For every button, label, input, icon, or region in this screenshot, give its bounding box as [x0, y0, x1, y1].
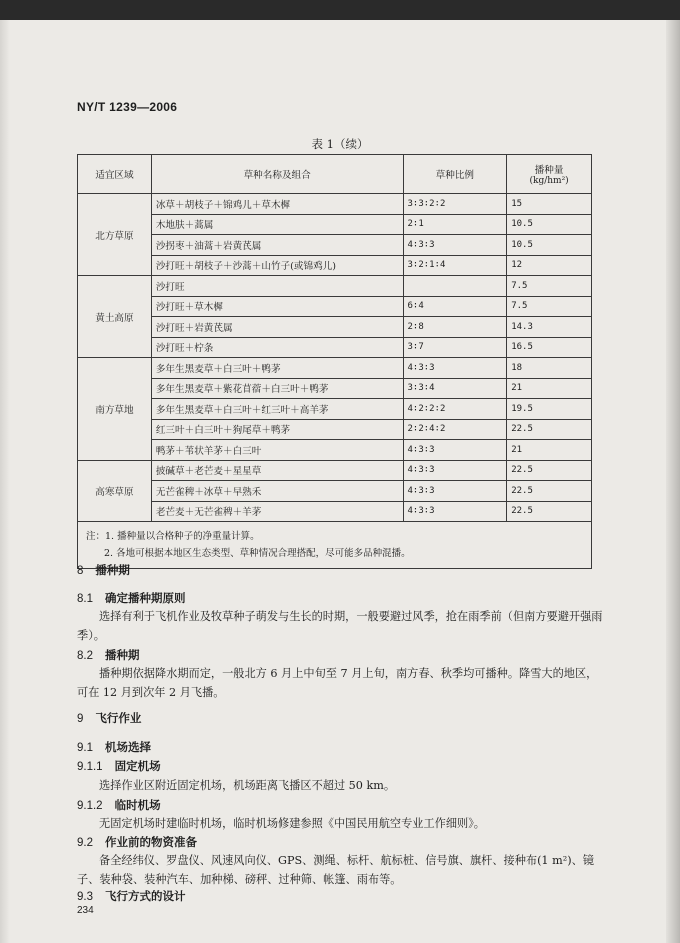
table-notes	[78, 522, 592, 569]
mix-cell: 木地肤＋蒿属	[151, 214, 403, 235]
mix-cell: 多年生黑麦草＋紫花苜蓿＋白三叶＋鸭茅	[151, 378, 403, 399]
table-notes-row	[78, 522, 592, 569]
section-title: 播种期	[95, 563, 130, 577]
table-row	[78, 235, 592, 256]
table-row	[78, 399, 592, 420]
section-title: 作业前的物资准备	[105, 835, 197, 849]
section-9-heading	[77, 710, 141, 726]
ratio-cell: 2∶2∶4∶2	[403, 419, 507, 440]
rate-cell: 7.5	[507, 276, 592, 297]
section-number: 8.2	[77, 650, 93, 662]
rate-cell: 14.3	[507, 317, 592, 338]
section-8-heading	[77, 562, 130, 578]
mix-cell: 鸭茅＋苇状羊茅＋白三叶	[151, 440, 403, 461]
header-rate-unit: (kg/hm²)	[529, 176, 569, 186]
ratio-cell: 4∶3∶3	[403, 501, 507, 522]
rate-cell: 16.5	[507, 337, 592, 358]
paragraph-9-2: 备全经纬仪、罗盘仪、风速风向仪、GPS、测绳、标杆、航标桩、信号旗、旗杆、接种布(1 m²)、镜子、装种袋、装种汽车、加种梯、磅秤、过种筛、帐篷、雨布等。	[77, 854, 594, 886]
ratio-cell: 3∶2∶1∶4	[403, 255, 507, 276]
rate-cell: 12	[507, 255, 592, 276]
region-cell: 黄土高原	[78, 276, 152, 358]
region-cell: 南方草地	[78, 358, 152, 461]
table-row	[78, 440, 592, 461]
table-row	[78, 255, 592, 276]
rate-cell: 18	[507, 358, 592, 379]
table-row	[78, 460, 592, 481]
table-row	[78, 419, 592, 440]
rate-cell: 7.5	[507, 296, 592, 317]
rate-cell: 21	[507, 440, 592, 461]
table-row	[78, 214, 592, 235]
mix-cell: 无芒雀稗＋冰草＋早熟禾	[151, 481, 403, 502]
scan-left-shadow	[0, 20, 10, 943]
section-number: 9	[77, 713, 84, 725]
section-9-1-2-heading	[77, 797, 161, 813]
mix-cell: 沙打旺＋岩黄芪属	[151, 317, 403, 338]
section-number: 9.3	[77, 891, 93, 903]
rate-cell: 10.5	[507, 214, 592, 235]
mix-cell: 红三叶＋白三叶＋狗尾草＋鸭茅	[151, 419, 403, 440]
table-body	[78, 194, 592, 522]
mix-cell: 沙打旺＋胡枝子＋沙蒿＋山竹子(或锦鸡儿)	[151, 255, 403, 276]
mix-cell: 冰草＋胡枝子＋锦鸡儿＋草木樨	[151, 194, 403, 215]
section-title: 播种期	[105, 648, 140, 662]
section-9-3-heading	[77, 888, 186, 904]
ratio-cell: 2∶8	[403, 317, 507, 338]
table-row	[78, 317, 592, 338]
section-number: 9.1.2	[77, 800, 103, 812]
ratio-cell: 3∶3∶2∶2	[403, 194, 507, 215]
mix-cell: 多年生黑麦草＋白三叶＋鸭茅	[151, 358, 403, 379]
table-row	[78, 276, 592, 297]
section-title: 固定机场	[114, 759, 161, 773]
ratio-cell: 4∶3∶3	[403, 460, 507, 481]
ratio-cell: 4∶3∶3	[403, 235, 507, 256]
paragraph-9-1-1: 选择作业区附近固定机场，机场距离飞播区不超过 50 km。	[99, 779, 396, 792]
table-row	[78, 337, 592, 358]
rate-cell: 22.5	[507, 501, 592, 522]
page-number: 234	[77, 905, 94, 916]
paragraph-8-2: 播种期依据降水期而定，一般北方 6 月上中旬至 7 月上旬，南方春、秋季均可播种。降雪大的地区，可在 12 月到次年 2 月飞播。	[77, 667, 598, 699]
ratio-cell	[403, 276, 507, 297]
mix-cell: 老芒麦＋无芒雀稗＋羊茅	[151, 501, 403, 522]
section-number: 9.2	[77, 837, 93, 849]
ratio-cell: 4∶3∶3	[403, 440, 507, 461]
header-rate-label: 播种量	[534, 165, 564, 176]
rate-cell: 15	[507, 194, 592, 215]
section-number: 9.1	[77, 742, 93, 754]
rate-cell: 21	[507, 378, 592, 399]
section-9-2-heading	[77, 834, 197, 850]
section-8-1-heading	[77, 590, 186, 606]
rate-cell: 22.5	[507, 481, 592, 502]
section-title: 机场选择	[105, 740, 151, 754]
section-9-1-heading	[77, 739, 151, 755]
section-number: 9.1.1	[77, 761, 103, 773]
section-9-1-1-heading	[77, 758, 161, 774]
table-row	[78, 194, 592, 215]
region-cell: 北方草原	[78, 194, 152, 276]
ratio-cell: 4∶3∶3	[403, 481, 507, 502]
ratio-cell: 4∶2∶2∶2	[403, 399, 507, 420]
section-title: 临时机场	[114, 798, 161, 812]
table-row	[78, 501, 592, 522]
paragraph-8-1: 选择有利于飞机作业及牧草种子萌发与生长的时期，一般要避过风季，抢在雨季前（但南方要避开强雨季）。	[77, 610, 603, 642]
table-row	[78, 481, 592, 502]
rate-cell: 22.5	[507, 460, 592, 481]
ratio-cell: 2∶1	[403, 214, 507, 235]
header-region: 适宜区域	[78, 155, 152, 194]
mix-cell: 沙打旺	[151, 276, 403, 297]
section-number: 8.1	[77, 593, 93, 605]
region-cell: 高寒草原	[78, 460, 152, 522]
header-ratio: 草种比例	[403, 155, 507, 194]
table-row	[78, 296, 592, 317]
ratio-cell: 4∶3∶3	[403, 358, 507, 379]
table-note-1: 注：1. 播种量以合格种子的净重量计算。	[86, 531, 260, 542]
section-title: 飞行作业	[95, 711, 142, 725]
mix-cell: 沙打旺＋柠条	[151, 337, 403, 358]
section-title: 确定播种期原则	[105, 591, 186, 605]
table-row	[78, 378, 592, 399]
scan-right-shadow	[666, 20, 680, 943]
header-mix: 草种名称及组合	[151, 155, 403, 194]
page-header: NY/T 1239—2006	[77, 100, 178, 114]
mix-cell: 披碱草＋老芒麦＋星星草	[151, 460, 403, 481]
paragraph-9-1-2: 无固定机场时建临时机场，临时机场修建参照《中国民用航空专业工作细则》。	[99, 817, 485, 830]
scan-top-border	[0, 0, 680, 20]
mix-cell: 沙拐枣＋油蒿＋岩黄芪属	[151, 235, 403, 256]
rate-cell: 22.5	[507, 419, 592, 440]
table-row	[78, 358, 592, 379]
header-rate	[507, 155, 592, 194]
ratio-cell: 6∶4	[403, 296, 507, 317]
rate-cell: 10.5	[507, 235, 592, 256]
section-8-2-heading	[77, 647, 140, 663]
section-number: 8	[77, 565, 84, 577]
mix-cell: 多年生黑麦草＋白三叶＋红三叶＋高羊茅	[151, 399, 403, 420]
table-note-2: 2. 各地可根据本地区生态类型、草种情况合理搭配，尽可能多品种混播。	[104, 548, 411, 559]
ratio-cell: 3∶3∶4	[403, 378, 507, 399]
rate-cell: 19.5	[507, 399, 592, 420]
table-header-row	[78, 155, 592, 194]
table-caption: 表 1（续）	[311, 137, 369, 151]
section-title: 飞行方式的设计	[105, 889, 186, 903]
seeding-table	[77, 154, 592, 569]
ratio-cell: 3∶7	[403, 337, 507, 358]
mix-cell: 沙打旺＋草木樨	[151, 296, 403, 317]
